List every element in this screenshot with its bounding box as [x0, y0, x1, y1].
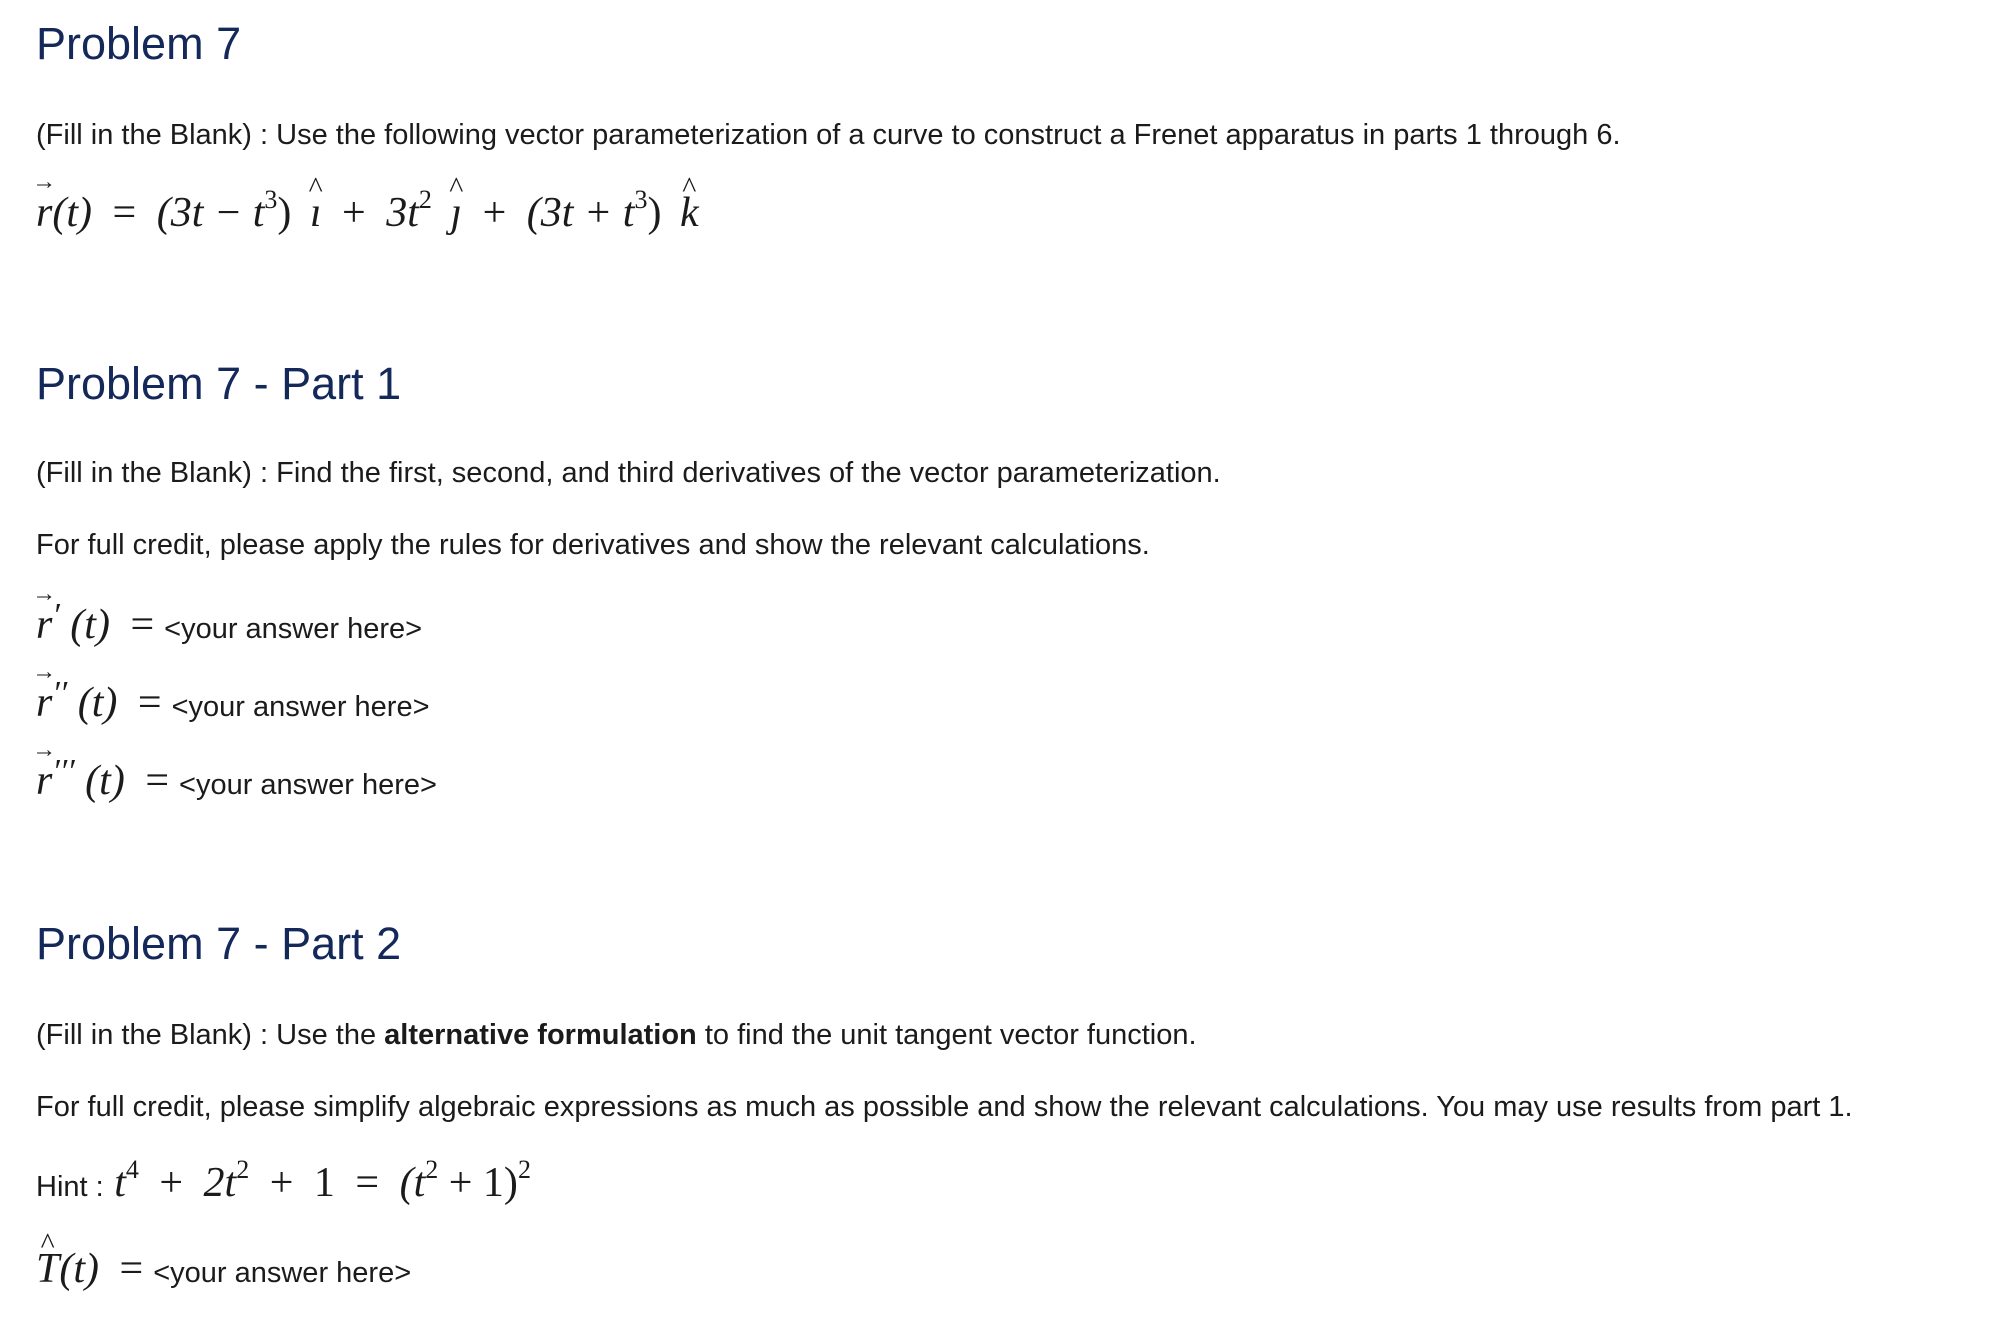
part2-credit-note: For full credit, please simplify algebraic expressions as much as possible and show the relevant calculations. You may use results from part 1. — [36, 1091, 1853, 1123]
answer-placeholder[interactable]: <your answer here> — [171, 691, 430, 723]
vector-r: → r — [36, 756, 52, 806]
problem-intro — [36, 118, 1621, 153]
part1-intro — [36, 456, 1221, 491]
answer-placeholder[interactable]: <your answer here> — [164, 613, 423, 645]
hint-equation: Hint : $t^4 + 2t^2 + 1 = (t^2 + 1)^2$ — [36, 1155, 531, 1206]
equation-var: (t) — [59, 1246, 100, 1292]
part2-heading: Problem 7 - Part 2 — [36, 918, 402, 969]
plus-sign: + — [342, 190, 366, 236]
i-hat: ^ ı — [310, 188, 322, 238]
prime-mark: ′′ — [52, 675, 68, 712]
equation-var: (t) — [85, 758, 125, 804]
vector-r: → r — [36, 600, 52, 650]
equals-sign: = — [145, 758, 170, 804]
intro-prefix: (Fill in the Blank) : — [36, 119, 269, 151]
first-derivative-answer — [36, 596, 422, 650]
equation-var: (t) — [52, 190, 93, 236]
i-component: $(3t - t^3)$ — [156, 185, 292, 236]
j-hat: ^ ȷ — [450, 188, 462, 238]
intro-text: Find the first, second, and third derivatives of the vector parameterization. — [276, 457, 1221, 489]
unit-tangent-T: ^ T — [36, 1244, 59, 1294]
intro-text: Use the following vector parameterization of a curve to construct a Frenet apparatus in parts 1 through 6. — [276, 119, 1621, 151]
emphasis-text: alternative formulation — [384, 1019, 697, 1051]
hint-rhs: (t — [399, 1160, 426, 1206]
equals-sign: = — [112, 190, 137, 236]
answer-placeholder[interactable]: <your answer here> — [153, 1257, 412, 1289]
part1-credit-note: For full credit, please apply the rules for derivatives and show the relevant calculations. — [36, 529, 1150, 561]
intro-text: to find the unit tangent vector function. — [704, 1019, 1197, 1051]
problem-heading: Problem 7 — [36, 18, 242, 69]
hint-label: Hint : — [36, 1171, 104, 1203]
intro-prefix: (Fill in the Blank) : — [36, 1019, 269, 1051]
equation-var: (t) — [70, 602, 110, 648]
k-hat: ^ k — [680, 188, 699, 238]
plus-sign: + — [159, 1160, 184, 1206]
plus-sign: + — [482, 190, 507, 236]
second-derivative-answer — [36, 674, 430, 728]
vector-r: → r — [36, 678, 52, 728]
third-derivative-answer — [36, 752, 437, 806]
equals-sign: = — [119, 1246, 144, 1292]
hint-rhs: + 1) — [448, 1160, 518, 1206]
j-component: $3t^2$ — [386, 185, 432, 236]
equals-sign: = — [130, 602, 155, 648]
equals-sign: = — [137, 680, 162, 726]
equals-sign: = — [355, 1160, 380, 1206]
vector-r: → r — [36, 188, 52, 238]
intro-prefix: (Fill in the Blank) : — [36, 457, 269, 489]
plus-sign: + — [269, 1160, 294, 1206]
hint-term: 2t — [203, 1160, 237, 1206]
k-component: $(3t + t^3)$ — [526, 185, 662, 236]
unit-tangent-answer — [36, 1244, 411, 1294]
curve-equation — [36, 185, 699, 238]
part2-intro — [36, 1018, 1197, 1053]
prime-mark: ′′′ — [52, 753, 75, 790]
hint-term: t — [114, 1160, 126, 1206]
part1-heading: Problem 7 - Part 1 — [36, 358, 402, 409]
prime-mark: ′ — [52, 597, 60, 634]
equation-var: (t) — [77, 680, 118, 726]
hint-term: 1 — [313, 1160, 335, 1206]
answer-placeholder[interactable]: <your answer here> — [179, 769, 437, 801]
intro-text: Use the — [276, 1019, 377, 1051]
